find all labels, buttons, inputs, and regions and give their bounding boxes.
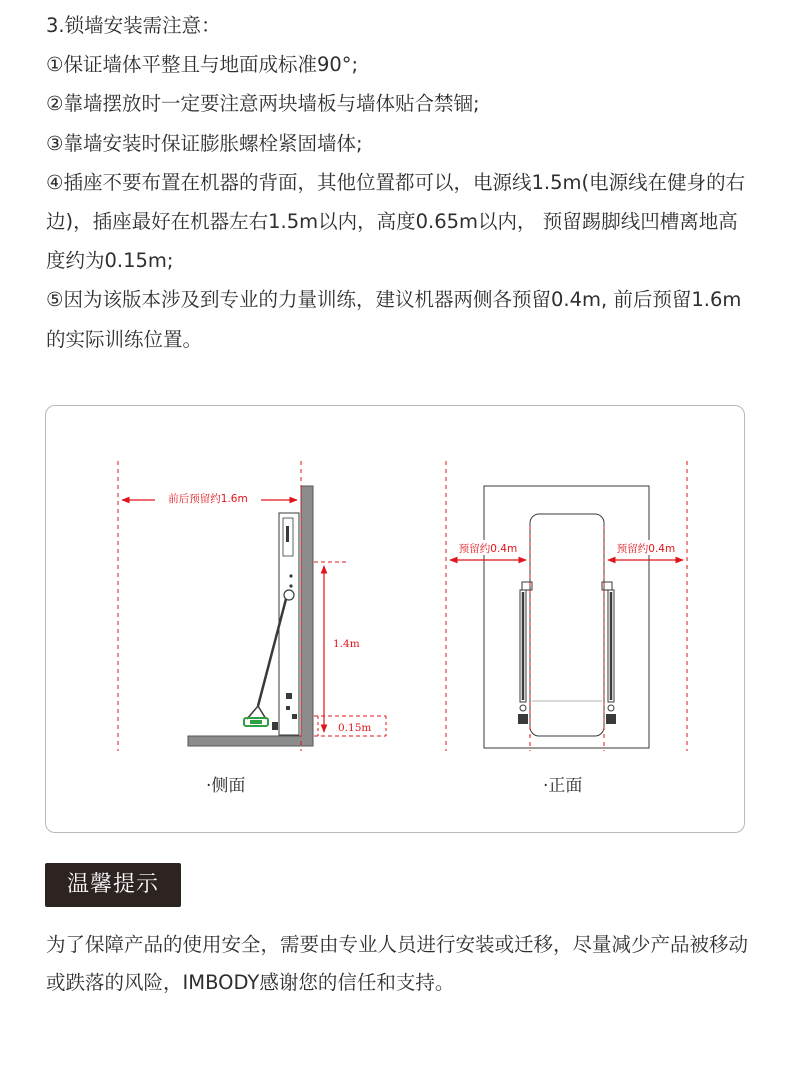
- note-item-1: ①保证墙体平整且与地面成标准90°;: [46, 53, 359, 77]
- tip-text: 为了保障产品的使用安全，需要由专业人员进行安装或迁移，尽量减少产品被移动或跌落的风险，IMBODY感谢您的信任和支持。: [46, 933, 749, 994]
- front-view: [446, 461, 687, 796]
- height-label: 1.4m: [333, 638, 360, 650]
- left-clearance-label: 预留约0.4m: [458, 543, 518, 555]
- baseboard-label: 0.15m: [338, 722, 372, 734]
- side-view: [118, 461, 386, 796]
- front-wall-outline: [484, 486, 649, 748]
- front-machine: [530, 514, 604, 736]
- right-clearance-label: 预留约0.4m: [616, 543, 676, 555]
- note-item-3: ③靠墙安装时保证膨胀螺栓紧固墙体;: [46, 131, 363, 155]
- diagram-svg: [46, 406, 746, 834]
- tip-badge: 温馨提示: [45, 863, 181, 907]
- front-back-label: 前后预留约1.6m: [168, 493, 248, 505]
- note-item-2: ②靠墙摆放时一定要注意两块墙板与墙体贴合禁锢;: [46, 92, 480, 116]
- note-item-5: ⑤因为该版本涉及到专业的力量训练，建议机器两侧各预留0.4m, 前后预留1.6m的实际训练位置。: [46, 288, 742, 351]
- notes-heading: 3.锁墙安装需注意：: [46, 14, 221, 37]
- note-item-4: ④插座不要布置在机器的背面，其他位置都可以，电源线1.5m(电源线在健身的右边)，插座最好在机器左右1.5m以内，高度0.65m以内， 预留踢脚线凹槽离地高度约为0.15m;: [46, 170, 746, 273]
- side-view-caption: ·侧面: [206, 776, 246, 796]
- front-view-caption: ·正面: [543, 776, 583, 796]
- side-machine: [279, 513, 299, 735]
- installation-diagram: [45, 405, 745, 833]
- installation-notes: [46, 6, 756, 359]
